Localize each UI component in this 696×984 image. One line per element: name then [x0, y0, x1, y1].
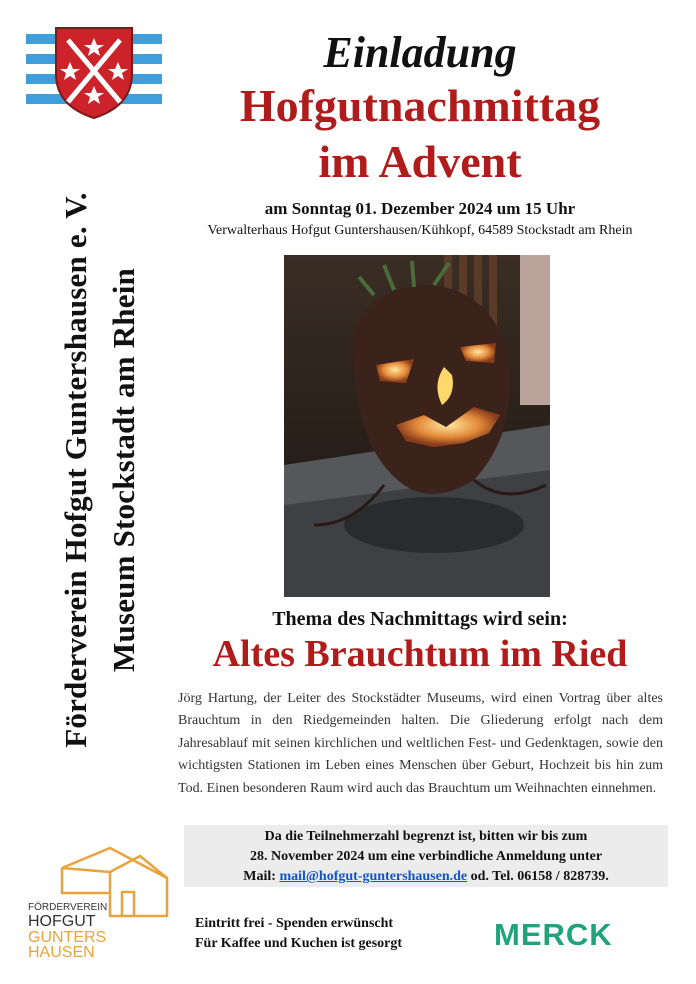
carved-turnip-lantern-photo	[284, 255, 550, 597]
event-venue: Verwalterhaus Hofgut Guntershausen/Kühkopf, 64589 Stockstadt am Rhein	[207, 223, 633, 238]
coat-of-arms-logo	[26, 24, 162, 120]
logo-line4: HAUSEN	[28, 944, 95, 958]
logo-line3: GUNTERS	[28, 929, 107, 946]
phone-text: od. Tel. 06158 / 828739.	[470, 869, 609, 884]
logo-line1: FÖRDERVEREIN	[28, 902, 108, 913]
event-title-line1: Hofgutnachmittag	[239, 80, 601, 131]
vertical-org-name	[52, 150, 148, 790]
registration-line3	[184, 867, 668, 887]
event-title-line2: im Advent	[318, 136, 522, 187]
museum-name-line: Museum Stockstadt am Rhein	[106, 268, 141, 672]
invitation-label: Einladung	[323, 28, 517, 77]
email-link[interactable]: mail@hofgut-guntershausen.de	[279, 869, 468, 884]
footer-notes	[195, 914, 402, 954]
footer-line1: Eintritt frei - Spenden erwünscht	[195, 916, 394, 931]
logo-line2: HOFGUT	[28, 913, 96, 930]
footer-line2: Für Kaffee und Kuchen ist gesorgt	[195, 936, 403, 951]
merck-logo	[494, 916, 644, 950]
foerderverein-logo	[22, 838, 182, 958]
merck-wordmark: MERCK	[494, 917, 613, 950]
registration-line1: Da die Teilnehmerzahl begrenzt ist, bitten wir bis zum	[264, 829, 588, 844]
theme-intro: Thema des Nachmittags wird sein:	[272, 608, 568, 630]
theme-title: Altes Brauchtum im Ried	[212, 633, 628, 675]
event-date: am Sonntag 01. Dezember 2024 um 15 Uhr	[264, 199, 576, 218]
lecture-description: Jörg Hartung, der Leiter des Stockstädter Museums, wird einen Vortrag über altes Brauchtum in den Riedgemeinden halten. Die Gliederung erfolgt nach dem Jahresablauf mit seinen kirchlichen und weltlichen Fest- und Gedenktagen, sowie den wichtigsten Stationen im Leben eines Menschen über Geburt, Hochzeit bis hin zum Tod. Einen besonderen Raum wird auch das Brauchtum um Weihnachten einnehmen.	[178, 691, 663, 796]
invitation-header	[170, 28, 670, 240]
registration-line2: 28. November 2024 um eine verbindliche Anmeldung unter	[249, 849, 603, 864]
registration-box	[184, 825, 668, 887]
org-name-line: Förderverein Hofgut Guntershausen e. V.	[58, 192, 93, 748]
mail-label: Mail:	[243, 869, 276, 884]
